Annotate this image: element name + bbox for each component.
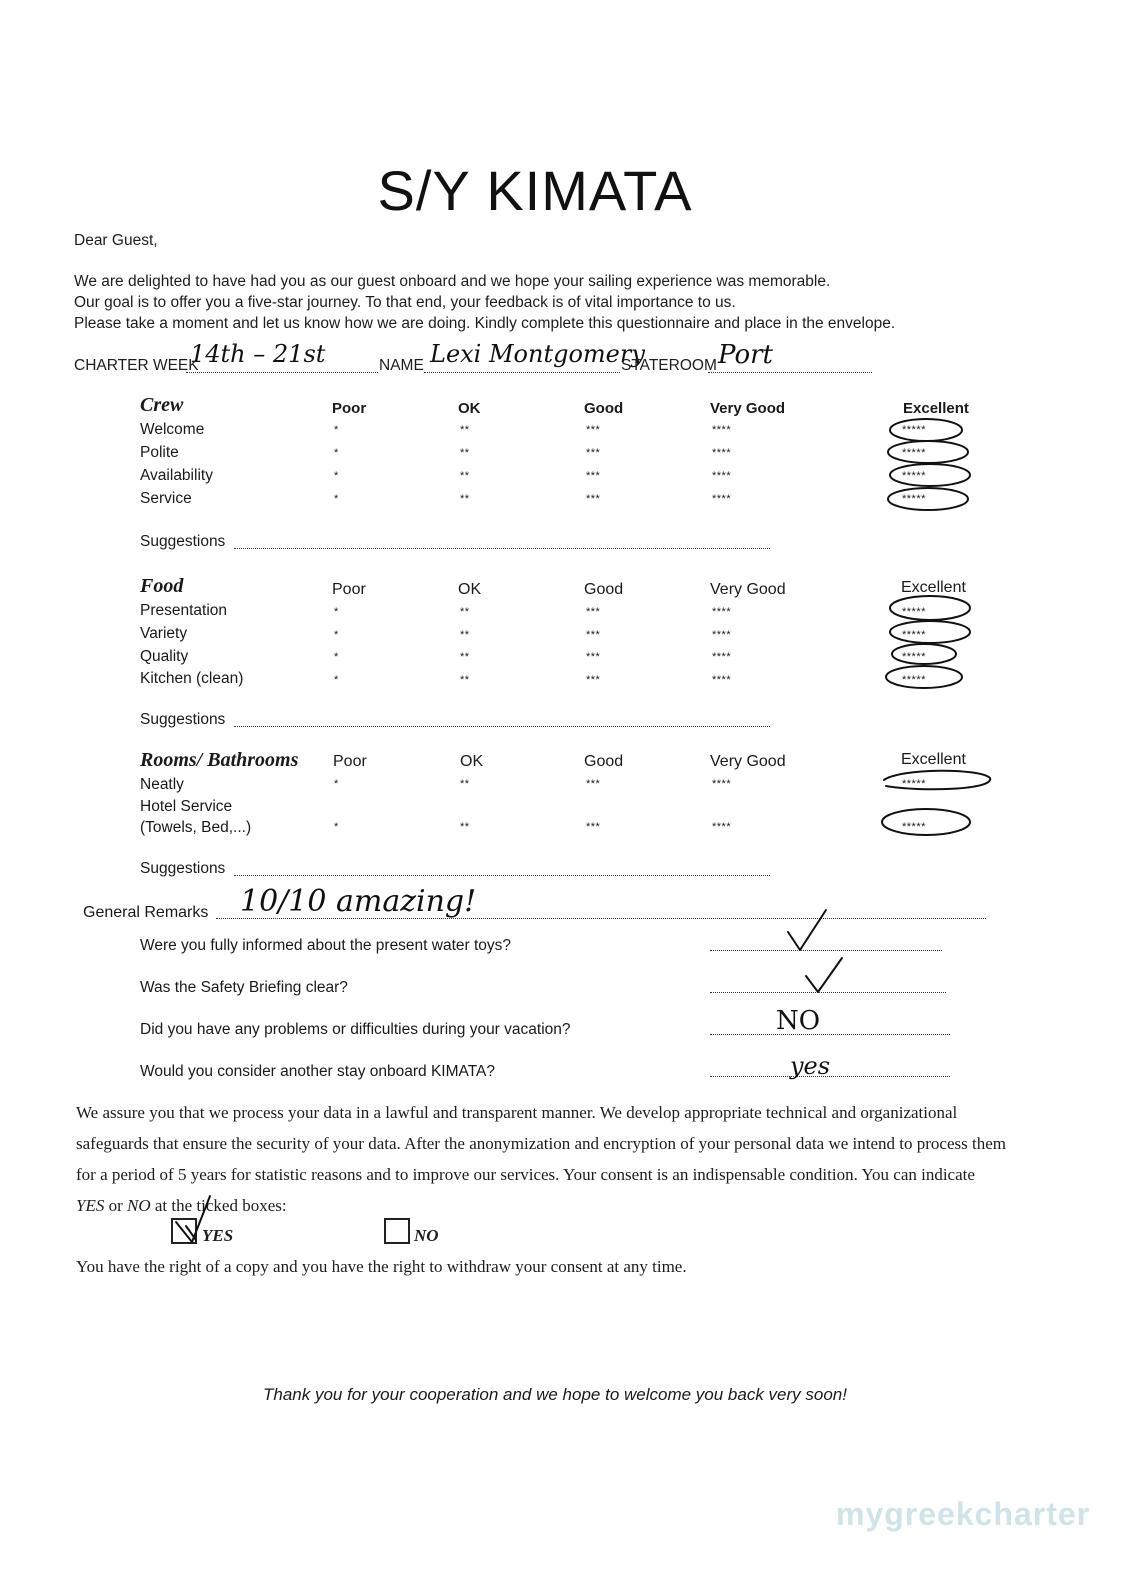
food-item-3-rating-excellent[interactable]: *****	[902, 674, 926, 686]
question-safety-briefing: Was the Safety Briefing clear?	[140, 979, 348, 996]
crew-item-1-rating-good[interactable]: ***	[586, 447, 601, 459]
thank-you-note: Thank you for your cooperation and we hope to welcome you back very soon!	[262, 1385, 847, 1404]
food-suggestions-line[interactable]	[234, 726, 770, 727]
food-item-2-rating-ok[interactable]: **	[460, 651, 470, 663]
privacy-line-2: safeguards that ensure the security of your data. After the anonymization and encryption of your personal data we intend to process them	[76, 1134, 1006, 1153]
charter-week-value[interactable]: 14th – 21st	[190, 340, 326, 368]
stateroom-line	[708, 372, 872, 373]
food-item-0-rating-poor[interactable]: *	[334, 606, 339, 618]
rooms-item-neatly: Neatly	[140, 776, 184, 793]
general-remarks-label: General Remarks	[83, 904, 209, 921]
crew-item-2-rating-excellent[interactable]: *****	[902, 470, 926, 482]
food-item-1-rating-poor[interactable]: *	[334, 629, 339, 641]
crew-item-welcome: Welcome	[140, 421, 205, 438]
crew-item-1-rating-poor[interactable]: *	[334, 447, 339, 459]
food-header-ok: OK	[458, 581, 482, 598]
food-item-quality: Quality	[140, 648, 189, 665]
excellent-circle-rooms-neatly	[884, 771, 990, 790]
rooms-item-2-rating-excellent[interactable]: *****	[902, 821, 926, 833]
crew-item-3-rating-excellent[interactable]: *****	[902, 493, 926, 505]
food-item-2-rating-good[interactable]: ***	[586, 651, 601, 663]
charter-week-label: CHARTER WEEK	[74, 357, 199, 374]
privacy-line-3: for a period of 5 years for statistic reasons and to improve our services. Your consent is an indispensable condition. You can indicate	[76, 1165, 975, 1184]
rooms-item-0-rating-ok[interactable]: **	[460, 778, 470, 790]
question-problems: Did you have any problems or difficulties during your vacation?	[140, 1021, 571, 1038]
food-item-3-rating-poor[interactable]: *	[334, 674, 339, 686]
food-item-0-rating-excellent[interactable]: *****	[902, 606, 926, 618]
crew-header-good: Good	[584, 400, 624, 417]
food-item-1-rating-very-good[interactable]: ****	[712, 629, 732, 641]
rooms-header-excellent: Excellent	[901, 751, 966, 768]
consent-line-or: or	[104, 1196, 128, 1215]
excellent-circle-crew-welcome	[890, 419, 962, 441]
food-item-0-rating-ok[interactable]: **	[460, 606, 470, 618]
answer-another-stay[interactable]: yes	[790, 1052, 831, 1080]
intro-line-2: Our goal is to offer you a five-star journey. To that end, your feedback is of vital importance to us.	[74, 294, 736, 311]
food-item-1-rating-excellent[interactable]: *****	[902, 629, 926, 641]
document-title: S/Y KIMATA	[377, 159, 693, 222]
answer-line-water-toys[interactable]	[710, 950, 942, 951]
crew-item-0-rating-ok[interactable]: **	[460, 424, 470, 436]
crew-item-2-rating-very-good[interactable]: ****	[712, 470, 732, 482]
rooms-suggestions-label: Suggestions	[140, 860, 226, 877]
charter-week-line	[186, 372, 378, 373]
privacy-line-1: We assure you that we process your data in a lawful and transparent manner. We develop appropriate technical and organizational	[76, 1103, 958, 1122]
food-header-poor: Poor	[332, 581, 366, 598]
food-item-0-rating-very-good[interactable]: ****	[712, 606, 732, 618]
name-label: NAME	[379, 357, 424, 374]
rooms-title: Rooms/ Bathrooms	[140, 749, 299, 771]
rooms-item-towels-bed: (Towels, Bed,...)	[140, 819, 252, 836]
crew-item-3-rating-ok[interactable]: **	[460, 493, 470, 505]
excellent-circle-rooms-hotel	[882, 809, 970, 835]
greeting: Dear Guest,	[74, 232, 158, 249]
intro-line-3: Please take a moment and let us know how we are doing. Kindly complete this questionnaire and place in the envelope.	[74, 315, 896, 332]
crew-item-1-rating-excellent[interactable]: *****	[902, 447, 926, 459]
excellent-circle-crew-polite	[888, 441, 968, 463]
intro-line-1: We are delighted to have had you as our guest onboard and we hope your sailing experience was memorable.	[74, 273, 831, 290]
rights-text: You have the right of a copy and you have the right to withdraw your consent at any time.	[76, 1257, 687, 1276]
checkmark-safety	[806, 958, 842, 992]
crew-item-3-rating-very-good[interactable]: ****	[712, 493, 732, 505]
consent-line-rest: at the ticked boxes:	[150, 1196, 287, 1215]
crew-header-excellent: Excellent	[903, 400, 969, 417]
food-header-excellent: Excellent	[901, 579, 966, 596]
crew-item-0-rating-excellent[interactable]: *****	[902, 424, 926, 436]
crew-item-1-rating-ok[interactable]: **	[460, 447, 470, 459]
crew-item-0-rating-very-good[interactable]: ****	[712, 424, 732, 436]
stateroom-label: STATEROOM	[621, 357, 717, 374]
food-item-1-rating-ok[interactable]: **	[460, 629, 470, 641]
general-remarks-value[interactable]: 10/10 amazing!	[240, 884, 477, 919]
crew-item-service: Service	[140, 490, 192, 507]
rooms-header-good: Good	[584, 753, 624, 770]
crew-header-ok: OK	[458, 400, 481, 417]
excellent-circle-crew-service	[888, 488, 968, 510]
consent-line-no: NO	[127, 1196, 151, 1215]
crew-item-3-rating-poor[interactable]: *	[334, 493, 339, 505]
rooms-item-0-rating-poor[interactable]: *	[334, 778, 339, 790]
watermark-logo: mygreekcharter	[836, 1496, 1091, 1532]
crew-header-very-good: Very Good	[710, 400, 786, 417]
question-water-toys: Were you fully informed about the present water toys?	[140, 937, 512, 954]
crew-item-0-rating-poor[interactable]: *	[334, 424, 339, 436]
crew-item-2-rating-poor[interactable]: *	[334, 470, 339, 482]
food-item-0-rating-good[interactable]: ***	[586, 606, 601, 618]
stateroom-value[interactable]: Port	[718, 340, 773, 370]
food-item-2-rating-poor[interactable]: *	[334, 651, 339, 663]
rooms-suggestions-line[interactable]	[234, 875, 770, 876]
rooms-item-2-rating-ok[interactable]: **	[460, 821, 470, 833]
crew-item-1-rating-very-good[interactable]: ****	[712, 447, 732, 459]
rooms-item-hotel-service: Hotel Service	[140, 798, 233, 815]
crew-header-poor: Poor	[332, 400, 367, 417]
rooms-item-0-rating-very-good[interactable]: ****	[712, 778, 732, 790]
crew-title: Crew	[140, 394, 184, 416]
question-another-stay: Would you consider another stay onboard KIMATA?	[140, 1063, 495, 1080]
rooms-header-very-good: Very Good	[710, 753, 786, 770]
rooms-item-2-rating-very-good[interactable]: ****	[712, 821, 732, 833]
rooms-header-poor: Poor	[333, 753, 367, 770]
consent-yes-label: YES	[202, 1226, 234, 1245]
food-item-3-rating-very-good[interactable]: ****	[712, 674, 732, 686]
name-value[interactable]: Lexi Montgomery	[430, 340, 645, 368]
food-item-1-rating-good[interactable]: ***	[586, 629, 601, 641]
answer-line-safety-briefing[interactable]	[710, 992, 946, 993]
name-line	[424, 372, 620, 373]
food-suggestions-label: Suggestions	[140, 711, 226, 728]
food-item-2-rating-very-good[interactable]: ****	[712, 651, 732, 663]
crew-suggestions-line[interactable]	[234, 548, 770, 549]
rooms-header-ok: OK	[460, 753, 484, 770]
food-title: Food	[140, 575, 184, 597]
crew-item-2-rating-ok[interactable]: **	[460, 470, 470, 482]
food-item-3-rating-good[interactable]: ***	[586, 674, 601, 686]
rooms-item-2-rating-poor[interactable]: *	[334, 821, 339, 833]
food-item-presentation: Presentation	[140, 602, 228, 619]
food-item-3-rating-ok[interactable]: **	[460, 674, 470, 686]
consent-no-checkbox[interactable]	[384, 1218, 410, 1244]
food-item-2-rating-excellent[interactable]: *****	[902, 651, 926, 663]
crew-item-availability: Availability	[140, 467, 213, 484]
food-header-good: Good	[584, 581, 624, 598]
consent-no-label: NO	[414, 1226, 439, 1245]
rooms-item-0-rating-excellent[interactable]: *****	[902, 778, 926, 790]
crew-item-3-rating-good[interactable]: ***	[586, 493, 601, 505]
crew-item-polite: Polite	[140, 444, 179, 461]
crew-item-0-rating-good[interactable]: ***	[586, 424, 601, 436]
food-header-very-good: Very Good	[710, 581, 786, 598]
privacy-line-4	[76, 1196, 287, 1216]
rooms-item-0-rating-good[interactable]: ***	[586, 778, 601, 790]
crew-item-2-rating-good[interactable]: ***	[586, 470, 601, 482]
answer-line-problems[interactable]	[710, 1034, 950, 1035]
consent-line-yes: YES	[76, 1196, 105, 1215]
consent-yes-checkbox[interactable]	[171, 1218, 197, 1244]
crew-suggestions-label: Suggestions	[140, 533, 226, 550]
food-item-kitchen: Kitchen (clean)	[140, 670, 244, 687]
checkmark-water-toys	[788, 910, 826, 950]
food-item-variety: Variety	[140, 625, 188, 642]
rooms-item-2-rating-good[interactable]: ***	[586, 821, 601, 833]
answer-problems[interactable]: NO	[776, 1006, 821, 1036]
